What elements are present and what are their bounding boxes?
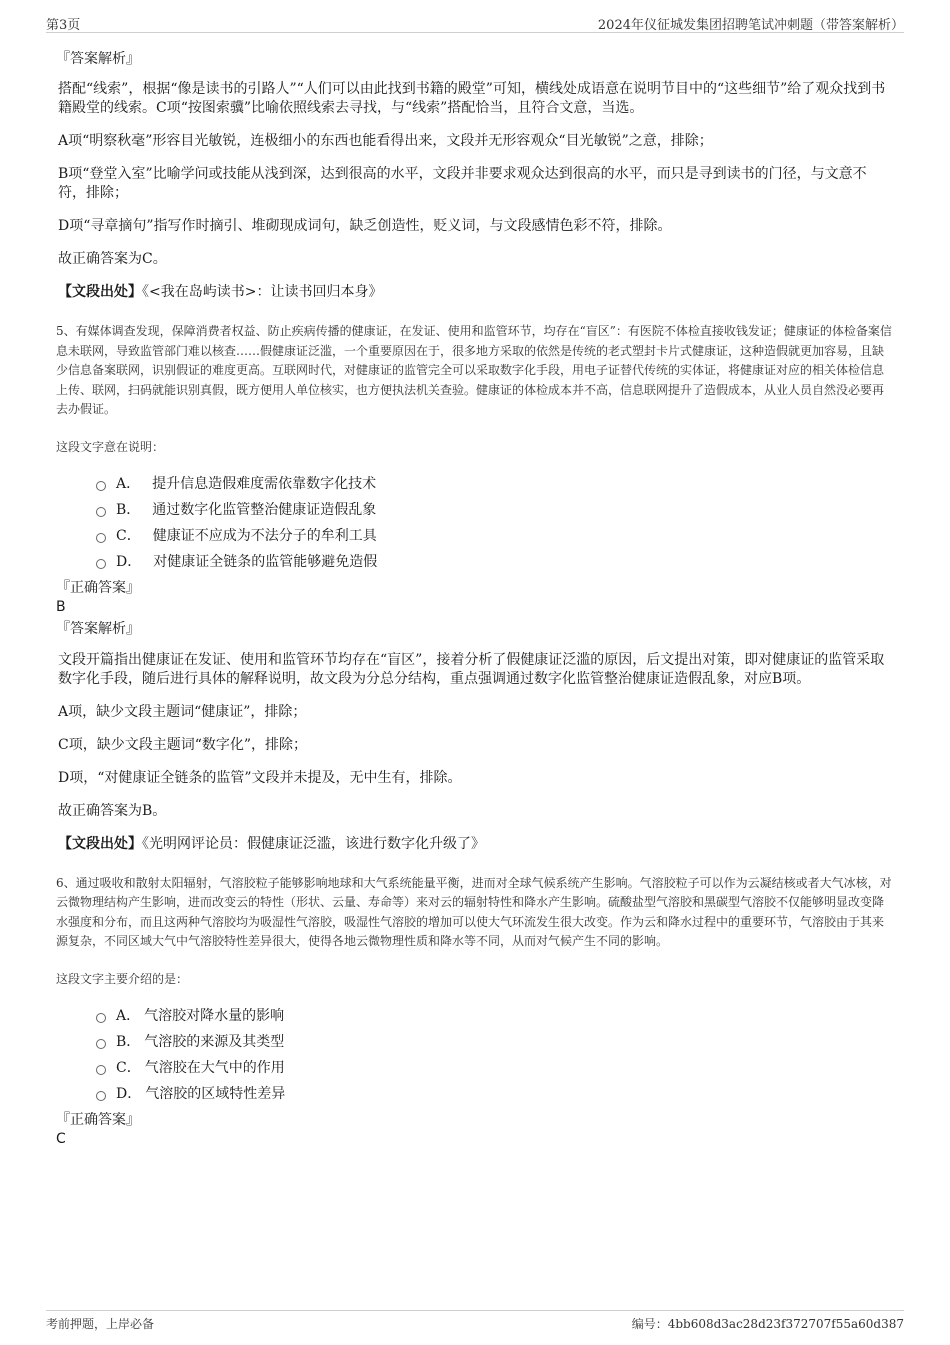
option-letter: D． [116,1085,142,1102]
option-a[interactable] [96,471,894,497]
analysis-paragraph: A项“明察秋毫”形容目光敏锐，连极细小的东西也能看得出来，文段并无形容观众“目光敏锐”之意，排除； [58,133,713,149]
conclusion: 故正确答案为C。 [58,251,167,267]
option-letter: C． [116,1059,141,1076]
radio-icon[interactable] [96,533,106,543]
option-c[interactable] [96,1055,894,1081]
option-letter: C． [116,527,141,544]
page-header [46,12,904,33]
source-citation [58,283,894,302]
analysis-paragraph: B项“登堂入室”比喻学问或技能从浅到深，达到很高的水平，文段并非要求观众达到很高的水平，而只是寻到读书的门径，与文意不符，排除； [58,166,867,201]
radio-icon[interactable] [96,1039,106,1049]
document-id: 编号：4bb608d3ac28d23f372707f55a60d387 [631,1317,904,1331]
option-letter: A． [116,475,141,492]
analysis-paragraph: C项，缺少文段主题词“数字化”，排除； [58,736,308,753]
option-c[interactable] [96,523,894,549]
analysis-label: 『答案解析』 [56,620,140,637]
radio-icon[interactable] [96,559,106,569]
question-5-text: 5、有媒体调查发现，保障消费者权益、防止疾病传播的健康证，在发证、使用和监管环节，均存在“盲区”：有医院不体检直接收钱发证；健康证的体检备案信息未联网，导致监管部门难以核查……假健康证泛滥，一个重要原因在于，很多地方采取的依然是传统的老式塑封卡片式健康证，这种造假就更加容易，且缺少信息备案联网，识别假证的难度更高。互联网时代，对健康证的监管完全可以采取数字化手段，用电子证替代传统的实体证，将健康证对应的相关体检信息上传、联网，扫码就能识别真假，既方便用人单位核实，也方便执法机关查验。健康证的体检成本并不高，信息联网提升了造假成本，从业人员自然没必要再去办假证。 [56,324,892,416]
correct-answer: B [56,598,66,615]
analysis-paragraph: D项“寻章摘句”指写作时摘引、堆砌现成词句，缺乏创造性，贬义词，与文段感情色彩不符，排除。 [58,218,672,234]
option-text: 气溶胶的区域特性差异 [145,1085,286,1102]
question-6-prompt: 这段文字主要介绍的是： [56,971,189,986]
question-6-options [96,1003,894,1107]
option-d[interactable] [96,549,894,575]
question-5-prompt: 这段文字意在说明： [56,439,165,454]
option-text: 气溶胶对降水量的影响 [144,1007,285,1024]
option-text: 气溶胶的来源及其类型 [144,1033,285,1050]
question-5-options [96,471,894,575]
source-text: 《光明网评论员：假健康证泛滥，该进行数字化升级了》 [142,835,485,852]
conclusion: 故正确答案为B。 [58,802,167,819]
correct-answer-label: 『正确答案』 [56,1111,140,1128]
page-number: 第3页 [46,18,81,33]
radio-icon[interactable] [96,481,106,491]
option-text: 健康证不应成为不法分子的牟利工具 [152,527,377,544]
correct-answer-label: 『正确答案』 [56,579,140,596]
analysis-paragraph: A项，缺少文段主题词“健康证”，排除； [58,703,307,720]
radio-icon[interactable] [96,1013,106,1023]
option-letter: B． [116,501,141,518]
source-label: 【文段出处】 [58,284,142,300]
option-text: 对健康证全链条的监管能够避免造假 [153,553,378,570]
document-title: 2024年仪征城发集团招聘笔试冲刺题（带答案解析） [597,18,904,33]
option-text: 提升信息造假难度需依靠数字化技术 [152,475,377,492]
option-text: 气溶胶在大气中的作用 [144,1059,285,1076]
option-b[interactable] [96,497,894,523]
source-text: 《<我在岛屿读书>：让读书回归本身》 [142,284,383,300]
radio-icon[interactable] [96,1091,106,1101]
option-letter: A． [116,1007,141,1024]
analysis-label: 『答案解析』 [56,51,140,67]
option-text: 通过数字化监管整治健康证造假乱象 [152,501,377,518]
radio-icon[interactable] [96,507,106,517]
document-body [56,44,894,1151]
source-citation [58,835,894,854]
option-b[interactable] [96,1029,894,1055]
question-6-text: 6、通过吸收和散射太阳辐射，气溶胶粒子能够影响地球和大气系统能量平衡，进而对全球气候系统产生影响。气溶胶粒子可以作为云凝结核或者大气冰核，对云微物理结构产生影响，进而改变云的特性（形状、云量、寿命等）来对云的辐射特性和降水产生影响。硫酸盐型气溶胶和黑碳型气溶胶不仅能够明显改变降水强度和分布，而且这两种气溶胶均为吸湿性气溶胶，吸湿性气溶胶的增加可以使大气环流发生很大改变。作为云和降水过程中的重要环节，气溶胶由于其来源复杂，不同区域大气中气溶胶特性差异很大，使得各地云微物理性质和降水等不同，从而对气候产生不同的影响。 [56,875,892,948]
option-a[interactable] [96,1003,894,1029]
analysis-paragraph: 文段开篇指出健康证在发证、使用和监管环节均存在“盲区”，接着分析了假健康证泛滥的原因，后文提出对策，即对健康证的监管采取数字化手段，随后进行具体的解释说明，故文段为分总分结构，重点强调通过数字化监管整治健康证造假乱象，对应B项。 [58,651,885,687]
correct-answer: C [56,1130,66,1147]
page-footer [46,1310,904,1333]
analysis-paragraph: 搭配“线索”，根据“像是读书的引路人”“人们可以由此找到书籍的殿堂”可知，横线处成语意在说明节目中的“这些细节”给了观众找到书籍殿堂的线索。C项“按图索骥”比喻依照线索去寻找，与“线索”搭配恰当，且符合文意，当选。 [58,81,886,116]
option-d[interactable] [96,1081,894,1107]
footer-slogan: 考前押题，上岸必备 [46,1317,155,1331]
radio-icon[interactable] [96,1065,106,1075]
analysis-paragraph: D项，“对健康证全链条的监管”文段并未提及，无中生有，排除。 [58,769,462,786]
source-label: 【文段出处】 [58,835,142,852]
option-letter: B． [116,1033,141,1050]
option-letter: D． [116,553,142,570]
